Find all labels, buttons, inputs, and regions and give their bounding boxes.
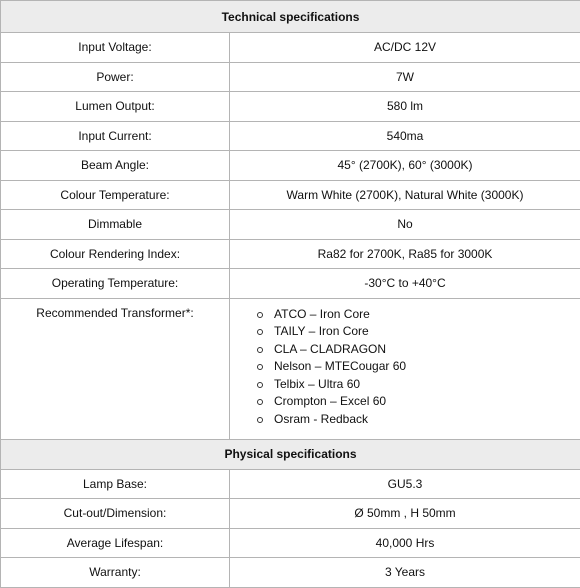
spec-label: Warranty: [1, 558, 230, 588]
spec-label: Recommended Transformer*: [1, 298, 230, 439]
transformer-name: ATCO – Iron Core [274, 307, 370, 321]
spec-value: GU5.3 [230, 469, 580, 499]
spec-label: Average Lifespan: [1, 528, 230, 558]
spec-row-recommended-transformer [1, 298, 580, 439]
list-item [257, 358, 580, 376]
spec-value: Ra82 for 2700K, Ra85 for 3000K [230, 239, 580, 269]
spec-label: Colour Rendering Index: [1, 239, 230, 269]
spec-label: Operating Temperature: [1, 269, 230, 299]
spec-row-input-current [1, 121, 580, 151]
spec-label: Power: [1, 62, 230, 92]
circle-bullet-icon [257, 417, 263, 423]
spec-row-lamp-base [1, 469, 580, 499]
spec-row-warranty [1, 558, 580, 588]
spec-label: Cut-out/Dimension: [1, 499, 230, 529]
spec-row-operating-temperature [1, 269, 580, 299]
transformer-name: Osram - Redback [274, 412, 368, 426]
spec-label: Lumen Output: [1, 92, 230, 122]
list-item [257, 306, 580, 324]
spec-row-power [1, 62, 580, 92]
spec-label: Input Voltage: [1, 33, 230, 63]
technical-section-title: Technical specifications [1, 1, 580, 33]
circle-bullet-icon [257, 399, 263, 405]
transformer-name: Telbix – Ultra 60 [274, 377, 360, 391]
technical-section-header [1, 1, 580, 33]
circle-bullet-icon [257, 364, 263, 370]
spec-row-average-lifespan [1, 528, 580, 558]
spec-value [230, 298, 580, 439]
spec-value: 7W [230, 62, 580, 92]
spec-value: No [230, 210, 580, 240]
spec-label: Lamp Base: [1, 469, 230, 499]
spec-value: Warm White (2700K), Natural White (3000K) [230, 180, 580, 210]
spec-row-beam-angle [1, 151, 580, 181]
spec-value: 3 Years [230, 558, 580, 588]
spec-value: AC/DC 12V [230, 33, 580, 63]
spec-label: Beam Angle: [1, 151, 230, 181]
spec-value: 45° (2700K), 60° (3000K) [230, 151, 580, 181]
spec-label: Colour Temperature: [1, 180, 230, 210]
physical-section-title: Physical specifications [1, 439, 580, 469]
list-item [257, 323, 580, 341]
circle-bullet-icon [257, 329, 263, 335]
spec-row-input-voltage [1, 33, 580, 63]
spec-label: Input Current: [1, 121, 230, 151]
transformer-name: TAILY – Iron Core [274, 324, 369, 338]
list-item [257, 411, 580, 429]
spec-value: 40,000 Hrs [230, 528, 580, 558]
spec-label: Dimmable [1, 210, 230, 240]
spec-row-colour-temperature [1, 180, 580, 210]
transformer-name: Crompton – Excel 60 [274, 394, 386, 408]
spec-row-colour-rendering-index [1, 239, 580, 269]
transformer-name: Nelson – MTECougar 60 [274, 359, 406, 373]
physical-section-header [1, 439, 580, 469]
list-item [257, 376, 580, 394]
spec-value: 540ma [230, 121, 580, 151]
circle-bullet-icon [257, 382, 263, 388]
spec-value: Ø 50mm , H 50mm [230, 499, 580, 529]
circle-bullet-icon [257, 312, 263, 318]
spec-row-lumen-output [1, 92, 580, 122]
spec-value: 580 lm [230, 92, 580, 122]
transformer-name: CLA – CLADRAGON [274, 342, 386, 356]
transformer-list [230, 306, 580, 429]
list-item [257, 393, 580, 411]
spec-row-cut-out-dimension [1, 499, 580, 529]
spec-value: -30°C to +40°C [230, 269, 580, 299]
circle-bullet-icon [257, 347, 263, 353]
spec-row-dimmable [1, 210, 580, 240]
list-item [257, 341, 580, 359]
